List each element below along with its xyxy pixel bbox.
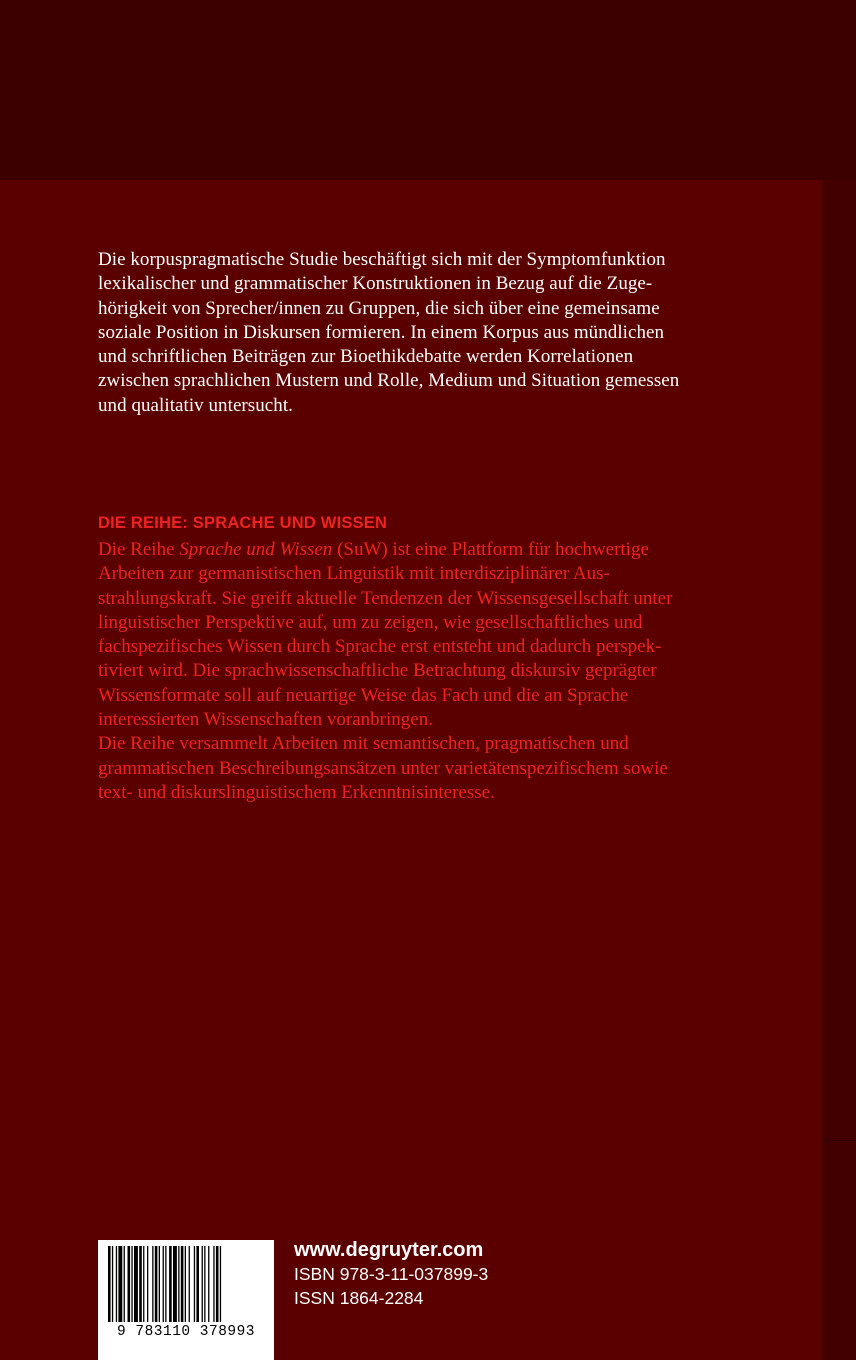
barcode-bar	[139, 1246, 142, 1322]
barcode-bar	[196, 1246, 199, 1322]
series-description	[98, 538, 758, 805]
barcode-bar	[169, 1246, 172, 1322]
barcode-bar	[185, 1246, 186, 1322]
series-line: Wissensformate soll auf neuartige Weise das Fach und die an Sprache	[98, 684, 629, 706]
barcode-bar	[163, 1246, 164, 1322]
barcode-bar	[181, 1246, 184, 1322]
barcode-bar	[134, 1246, 138, 1322]
series-line: Arbeiten zur germanistischen Linguistik mit interdisziplinärer Aus-	[98, 563, 610, 585]
barcode-bar	[204, 1246, 205, 1322]
series-line: interessierten Wissenschaften voranbringen.	[98, 709, 433, 731]
barcode-bar	[152, 1246, 153, 1322]
series-title: Sprache und Wissen	[179, 539, 333, 560]
blurb-line: soziale Position in Diskursen formieren. In einem Korpus aus mündlichen	[98, 321, 665, 343]
series-line: grammatischen Beschreibungsansätzen unter varietätenspezifischem sowie	[98, 757, 668, 779]
series-line: text- und diskurslinguistischem Erkenntnisinteresse.	[98, 781, 495, 803]
blurb-line: Die korpuspragmatische Studie beschäftigt sich mit der Symptomfunktion	[98, 249, 666, 270]
barcode-bar	[108, 1246, 111, 1322]
barcode-bar	[213, 1246, 214, 1322]
barcode-bar	[159, 1246, 160, 1322]
series-heading: DIE REIHE: SPRACHE UND WISSEN	[98, 514, 388, 532]
barcode-bar	[220, 1246, 221, 1322]
blurb-line: hörigkeit von Sprecher/innen zu Gruppen, die sich über eine gemeinsame	[98, 297, 660, 319]
barcode-digits: 9 783110 378993	[116, 1324, 256, 1340]
series-line: tiviert wird. Die sprachwissenschaftliche Betrachtung diskursiv geprägter	[98, 660, 657, 682]
barcode-bars	[108, 1246, 264, 1322]
series-line: strahlungskraft. Sie greift aktuelle Tendenzen der Wissensgesellschaft unter	[98, 587, 673, 609]
barcode-bar	[131, 1246, 132, 1322]
barcode-bar	[173, 1246, 177, 1322]
barcode-bar	[128, 1246, 131, 1322]
barcode-bar	[155, 1246, 158, 1322]
blurb-line: und qualitativ untersucht.	[98, 394, 293, 416]
side-divider	[822, 1140, 856, 1141]
blurb-line: lexikalischer und grammatischer Konstruktionen in Bezug auf die Zuge-	[98, 273, 653, 295]
isbn-number: ISBN 978-3-11-037899-3	[294, 1264, 489, 1284]
barcode-bar	[216, 1246, 219, 1322]
blurb-line: zwischen sprachlichen Mustern und Rolle, Medium und Situation gemessen	[98, 370, 680, 392]
barcode-bar	[178, 1246, 179, 1322]
book-description	[98, 248, 758, 418]
isbn-barcode	[98, 1240, 274, 1360]
barcode-bar	[124, 1246, 125, 1322]
barcode-bar	[189, 1246, 190, 1322]
cover-side-strip	[822, 180, 856, 1360]
barcode-bar	[112, 1246, 113, 1322]
series-line: linguistischer Perspektive auf, um zu zeigen, wie gesellschaftliches und	[98, 611, 643, 633]
barcode-bar	[118, 1246, 122, 1322]
series-intro-suffix: (SuW) ist eine Plattform für hochwertige	[332, 539, 649, 560]
barcode-bar	[116, 1246, 117, 1322]
barcode-bar	[147, 1246, 148, 1322]
issn-number: ISSN 1864-2284	[294, 1288, 424, 1308]
series-intro-prefix: Die Reihe	[98, 539, 180, 560]
series-line: fachspezifisches Wissen durch Sprache erst entsteht und dadurch perspek-	[98, 636, 662, 658]
series-line: Die Reihe versammelt Arbeiten mit semantischen, pragmatischen und	[98, 733, 629, 755]
barcode-bar	[194, 1246, 195, 1322]
barcode-bar	[143, 1246, 144, 1322]
publisher-info	[294, 1238, 488, 1310]
barcode-bar	[208, 1246, 209, 1322]
barcode-bar	[202, 1246, 203, 1322]
blurb-line: und schriftlichen Beiträgen zur Bioethikdebatte werden Korrelationen	[98, 346, 634, 368]
barcode-bar	[165, 1246, 166, 1322]
publisher-url[interactable]: www.degruyter.com	[294, 1239, 484, 1261]
series-intro-line	[98, 538, 758, 562]
